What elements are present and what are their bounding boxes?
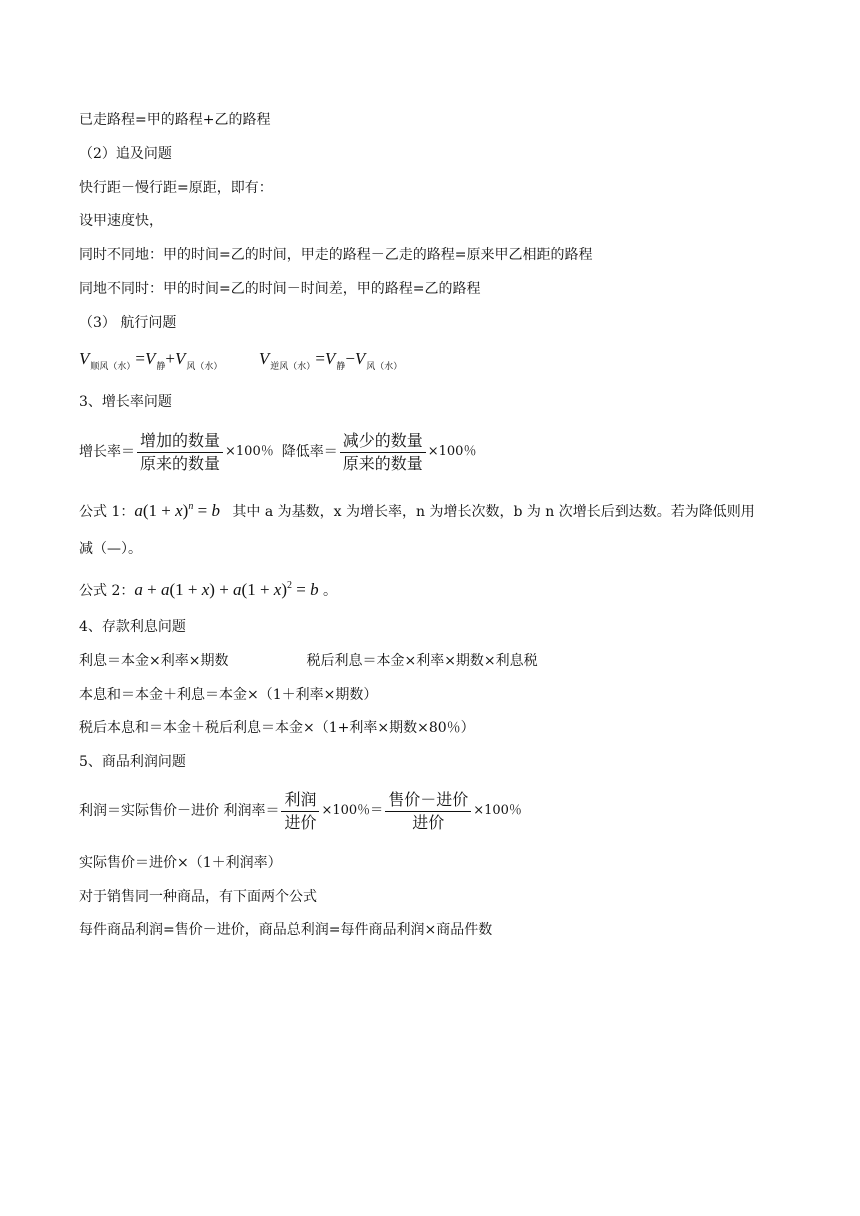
formula-2-line: 公式 2：$a + a(1 + x) + a(1 + x)^2 = b$ 。 [79,580,338,599]
text-line-actual-price: 实际售价＝进价×（1＋利润率） [79,855,282,871]
heading-product-profit: 5、商品利润问题 [79,754,186,770]
text-line-pursuit-rule: 快行距－慢行距=原距，即有： [79,180,273,196]
text-line-assume-faster: 设甲速度快， [79,213,163,229]
text-line-use-minus: 减（—）。 [79,541,142,557]
fraction-increase-rate: $\frac{\text{增加的数量}}{\text{原来的数量}}$ [137,430,223,475]
fraction-decrease-rate: $\frac{\text{减少的数量}}{\text{原来的数量}}$ [340,430,426,475]
text-line-principal-plus-interest: 本息和＝本金＋利息＝本金×（1＋利率×期数） [79,687,378,703]
formula-1-line: 公式 1：$a(1 + x)^n = b$ 其中 a 为基数，x 为增长率，n 为增长次数，b 为 n 次增长后到达数。若为降低则用 [79,501,755,520]
text-line-unit-and-total-profit: 每件商品利润=售价－进价，商品总利润=每件商品利润×商品件数 [79,922,493,938]
heading-growth-rate: 3、增长率问题 [79,394,172,410]
formula-profit-rate: 利润＝实际售价－进价 利润率＝ $\frac{\text{利润}}{\text{进价}}$ ×100％＝ $\frac{\text{售价－进价}}{\text{进价}}$ ×100％ [79,789,522,832]
heading-deposit-interest: 4、存款利息问题 [79,619,186,635]
text-line-after-tax-total: 税后本息和＝本金＋税后利息＝本金×（1+利率×期数×80％） [79,720,475,736]
heading-pursuit-problem: （2）追及问题 [79,146,172,162]
text-line-two-formulas: 对于销售同一种商品，有下面两个公式 [79,889,317,905]
fraction-price-minus-cost: $\frac{\text{售价－进价}}{\text{进价}}$ [385,789,471,834]
heading-voyage-problem: （3） 航行问题 [79,315,177,331]
text-line-interest-formulas: 利息＝本金×利率×期数 税后利息＝本金×利率×期数×利息税 [79,653,538,669]
formula-growth-rates: 增长率＝ $\frac{\text{增加的数量}}{\text{原来的数量}}$ ×100％ 降低率＝ $\frac{\text{减少的数量}}{\text{原来的数量}}$ ×100％ [79,430,477,473]
text-line-same-place-diff-time: 同地不同时：甲的时间=乙的时间－时间差，甲的路程=乙的路程 [79,281,481,297]
text-line-same-time-diff-place: 同时不同地：甲的时间=乙的时间，甲走的路程－乙走的路程=原来甲乙相距的路程 [79,247,593,263]
fraction-profit-over-cost: $\frac{\text{利润}}{\text{进价}}$ [281,789,319,834]
text-line-traveled-distance: 已走路程=甲的路程+乙的路程 [79,112,271,128]
formula-voyage-speeds: $V_{顺风(水)}=V_静+V_{风(水)}$ $V_{逆风(水)}=V_静-V_{风(水)}$ [79,349,403,371]
